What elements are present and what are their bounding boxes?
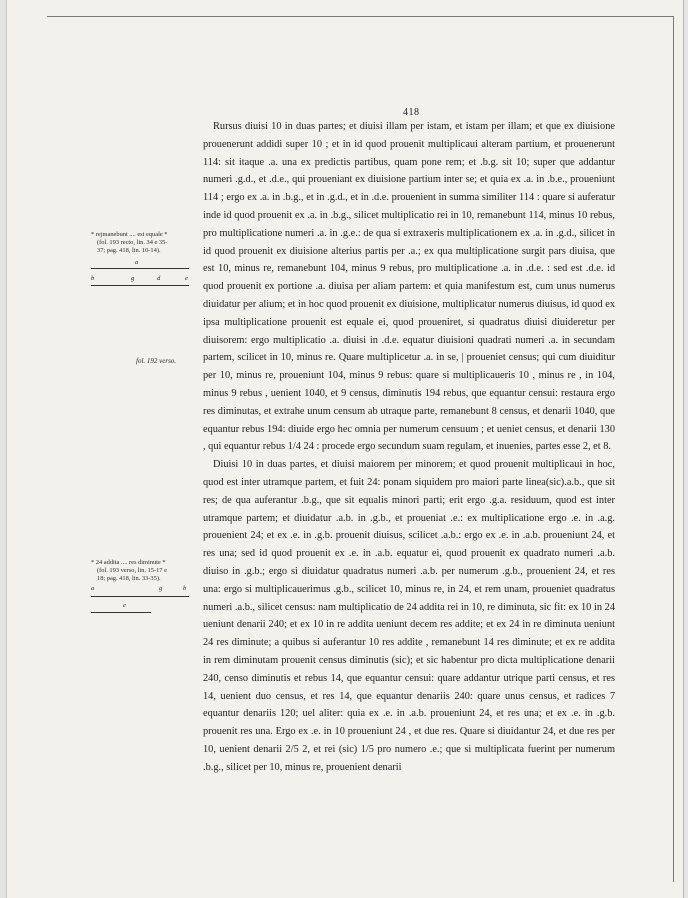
margin-diagram-2 — [91, 586, 189, 600]
diagram-2-short-segment — [91, 612, 151, 613]
margin-note-2 — [91, 559, 197, 584]
page-number: 418 — [403, 107, 420, 118]
diagram-1-label-top: a — [135, 259, 139, 266]
book-page — [6, 0, 684, 898]
main-text — [203, 118, 615, 776]
diagram-2-label-e: e — [123, 602, 126, 609]
diagram-2-long-segment — [91, 596, 189, 597]
margin-diagram-1-main — [91, 276, 189, 290]
page-border-top — [47, 16, 673, 17]
margin-note-1-line2: (fol. 193 recto, lin. 34 e 35- — [97, 239, 168, 247]
paragraph-1: Rursus diuisi 10 in duas partes; et diuisi illam per istam, et istam per illam; et que ex diuisione prouenerunt addidi super 10 ; et in id quod prouenit multiplicaui alteram partium, et prouenerunt 114: sit itaque .a. una ex predictis partibus, quam pone rem; et .b.g. sit 10; super que addantur numeri .g.d., et .d.e., qui proueniant ex diuisione partium inter se; et quia ex .a. in .b.e., proueniunt 114 ; ergo ex .a. in .b.g., et in .g.d., et in .d.e. prouenient in summa similiter 114 : quare si auferatur inde id quod prouenit ex .a. in .b.g., silicet multiplicatio rei in 10, remanebunt 114, minus 10 rebus, pro multiplicatione numeri .a. in .g.e.: de qua si extraxeris multiplicationem ex .a. in .g.d., silicet in id quod prouenit ex diuisione alterius partis per .a.; ex qua multiplicatione surgit pars diuisa, que est 10, minus re, remanebunt 104, minus 9 rebus, pro multiplicatione .a. in .d.e. : sed est .d.e. id quod prouenit ex portione .a. diuisa per aliam partem: et quia manifestum est, cum unus numerus diuidatur per alium; et in hoc quod prouenit ex diuisione, multiplicatur numerus diuisus, id quod ex ipsa multiplicatione prouenit est equale ei, quod proueniret, si quadratus diuisi diuideretur per diuisorem: ergo multiplicatio .a. diuisi in .d.e. equatur diuisioni quadrati numeri .a. in secundam partem, scilicet in 10, minus re. Quare multiplicetur .a. in se, | proueniet census; qui cum diuiditur per 10, minus re, proueniunt 104, minus 9 rebus: quare si multiplicaueris 10 , minus re , in 104, minus 9 rebus , uenient 1040, et 9 census, diminutis 194 rebus, que equantur censui: restaura ergo res diminutas, et extrahe unum censum ab utraque parte, remanebunt 8 census, et denarii 1040, que equantur rebus 194: diuide ergo hec omnia per numerum censuum ; et ueniet census, et denarii 130 , qui equantur rebus 1/4 24 : procede ergo secundum suam regulam, et inuenies, partes esse 2, et 8. — [203, 121, 615, 453]
diagram-1-long-segment — [91, 285, 189, 286]
diagram-2-label-a: a — [91, 585, 95, 592]
margin-note-2-line1: * 24 addita .... res diminute * — [91, 559, 166, 566]
diagram-1-label-g: g — [131, 275, 135, 282]
paragraph-2: Diuisi 10 in duas partes, et diuisi maiorem per minorem; et quod prouenit multiplicaui in hoc, quod est inter utramque partem, et fuit 24: ponam siquidem pro maiori parte linea(sic).a.b., que sit res; de qua auferantur .b.g., que sit equalis minori parti; erit ergo .g.a. residuum, quod est inter utramque partem; et diuidatur .a.b. in .g.b., et proueniat .e.: ex multiplicatione ergo .e. in .a.g. prouenient 24; et ex .e. in .g.b. prouenit diuisus, scilicet .a.b.: ergo ex .e. in .a.b. proueniunt 24, et res una; sed id quod prouenit ex .e. in .a.b. equatur ei, quod prouenit ex quadrato numeri .a.b. diuiso in .g.b.; ergo si diuidatur quadratus numeri .a.b. per numerum .g.b., prouenient 24, et res una: ergo si multiplicauerimus .g.b., scilicet 10, minus re, in 24, et rem unam, proueniet quadratus numeri .a.b., silicet census: nam multiplicatio de 24 addita rei in 10, re diminuta, sic fit: ex 10 in 24 ueniunt denarii 240; et ex 10 in re addita ueniunt decem res addite; et ex 24 in re diminuta ueniunt 24 res diminute; a quibus si auferantur 10 res addite , remanebunt 14 res diminute; et ex re addita in rem diminutam prouenit census diminutis (sic); et sic habentur pro dicta multiplicatione denarii 240, censo diminutis et rebus 14, que equantur censui: quare addantur utrique parti census, et res 14, uenient duo census, et res 14, que equantur denariis 240: quare unus census, et radices 7 equantur denariis 120; uel aliter: quia ex .e. in .a.b. proueniunt 24, et res una; et ex .e. in .g.b. prouenit res una. Ergo ex .e. in 10 proueniunt 24 , et due res. Quare si diuidantur 24, et due res per 10, uenient denarii 2/5 2, et rei (sic) 1/5 pro numero .e.; que si multiplicata fuerint per numerum .b.g., silicet per 10, minus re, prouenient denarii — [203, 459, 615, 773]
diagram-1-label-e: e — [185, 275, 188, 282]
margin-note-2-line3: 18; pag. 418, lin. 33-35). — [97, 575, 161, 583]
diagram-1-label-d: d — [157, 275, 161, 282]
margin-note-2-line2: (fol. 193 verso, lin. 15-17 e — [97, 567, 167, 575]
margin-note-1 — [91, 231, 197, 256]
folio-reference: fol. 192 verso. — [136, 357, 177, 365]
diagram-1-short-segment — [91, 268, 189, 269]
margin-diagram-2-lower — [91, 603, 151, 617]
diagram-1-label-b: b — [91, 275, 95, 282]
diagram-2-label-g: g — [159, 585, 163, 592]
margin-note-1-line1: * rejmanebunt .... est equale * — [91, 231, 168, 238]
margin-note-1-line3: 37; pag. 418, lin. 10-14). — [97, 247, 161, 255]
page-border-right — [673, 16, 674, 882]
diagram-2-label-b: b — [183, 585, 187, 592]
